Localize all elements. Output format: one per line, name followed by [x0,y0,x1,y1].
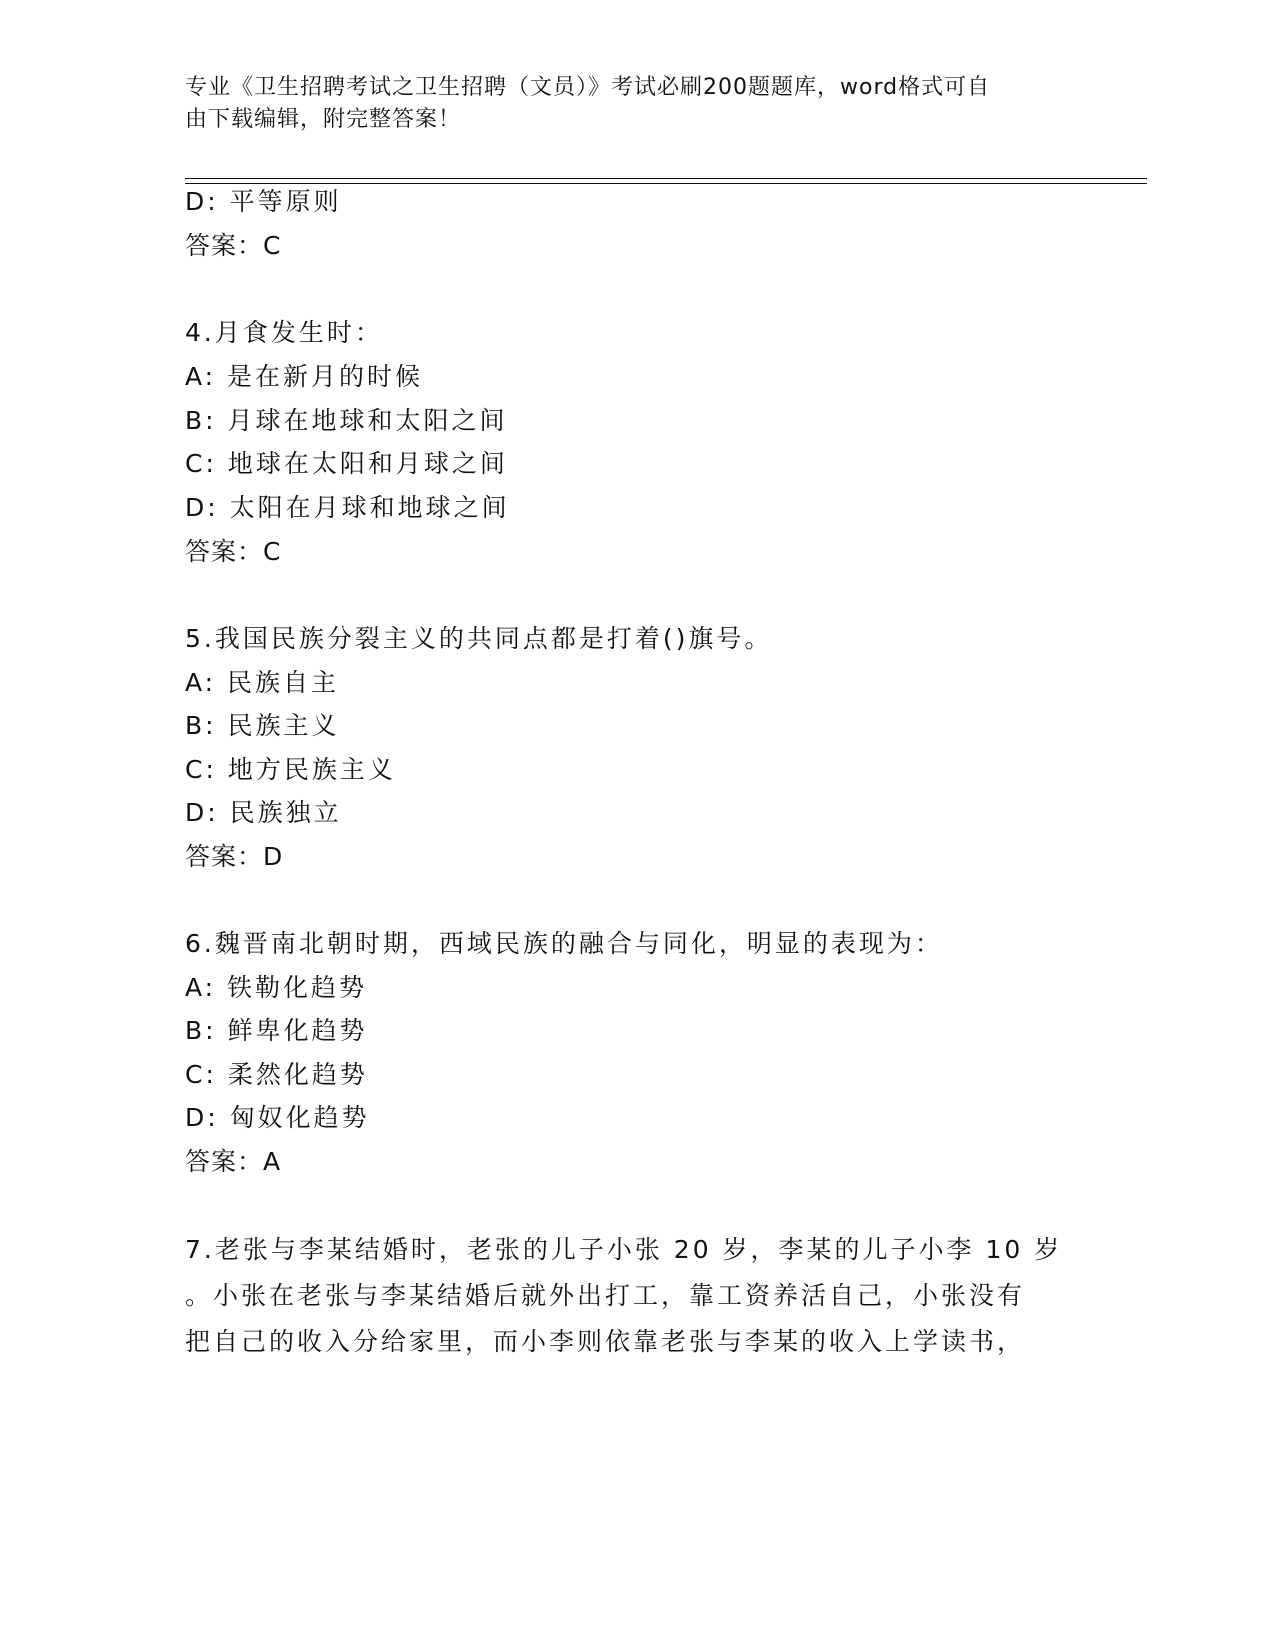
q5-option-c: C: 地方民族主义 [185,755,396,784]
q4-option-c: C: 地球在太阳和月球之间 [185,449,508,478]
header-divider-bottom [185,183,1147,184]
q6-option-b: B: 鲜卑化趋势 [185,1016,368,1045]
q5-option-b: B: 民族主义 [185,711,340,740]
q6-option-c: C: 柔然化趋势 [185,1060,368,1089]
q5-stem: 5.我国民族分裂主义的共同点都是打着()旗号。 [185,624,773,653]
q7-stem [185,1227,1065,1365]
q6-stem: 6.魏晋南北朝时期，西域民族的融合与同化，明显的表现为： [185,929,943,958]
q5-answer: 答案：D [185,842,284,871]
header-line-1: 专业《卫生招聘考试之卫生招聘（文员）》考试必刷200题题库，word格式可自 [185,75,991,100]
header-line-2: 由下载编辑，附完整答案！ [185,107,462,132]
q5-option-a: A: 民族自主 [185,668,340,697]
q4-answer: 答案：C [185,537,282,566]
q4-option-a: A: 是在新月的时候 [185,362,424,391]
q4-stem: 4.月食发生时： [185,318,383,347]
q7-stem-line-2: 。小张在老张与李某结婚后就外出打工，靠工资养活自己，小张没有 [185,1281,1026,1310]
q3-option-d: D: 平等原则 [185,187,342,216]
q4-option-b: B: 月球在地球和太阳之间 [185,406,508,435]
q6-option-a: A: 铁勒化趋势 [185,973,368,1002]
q7-stem-line-3: 把自己的收入分给家里，而小李则依靠老张与李某的收入上学读书， [185,1327,1026,1356]
document-header [185,72,1065,136]
q5-option-d: D: 民族独立 [185,798,342,827]
header-divider-top [185,178,1147,179]
q4-option-d: D: 太阳在月球和地球之间 [185,493,510,522]
q3-answer: 答案：C [185,231,282,260]
q6-option-d: D: 匈奴化趋势 [185,1103,370,1132]
q7-stem-line-1: 7.老张与李某结婚时，老张的儿子小张 20 岁，李某的儿子小李 10 岁 [185,1235,1063,1264]
q6-answer: 答案：A [185,1147,282,1176]
